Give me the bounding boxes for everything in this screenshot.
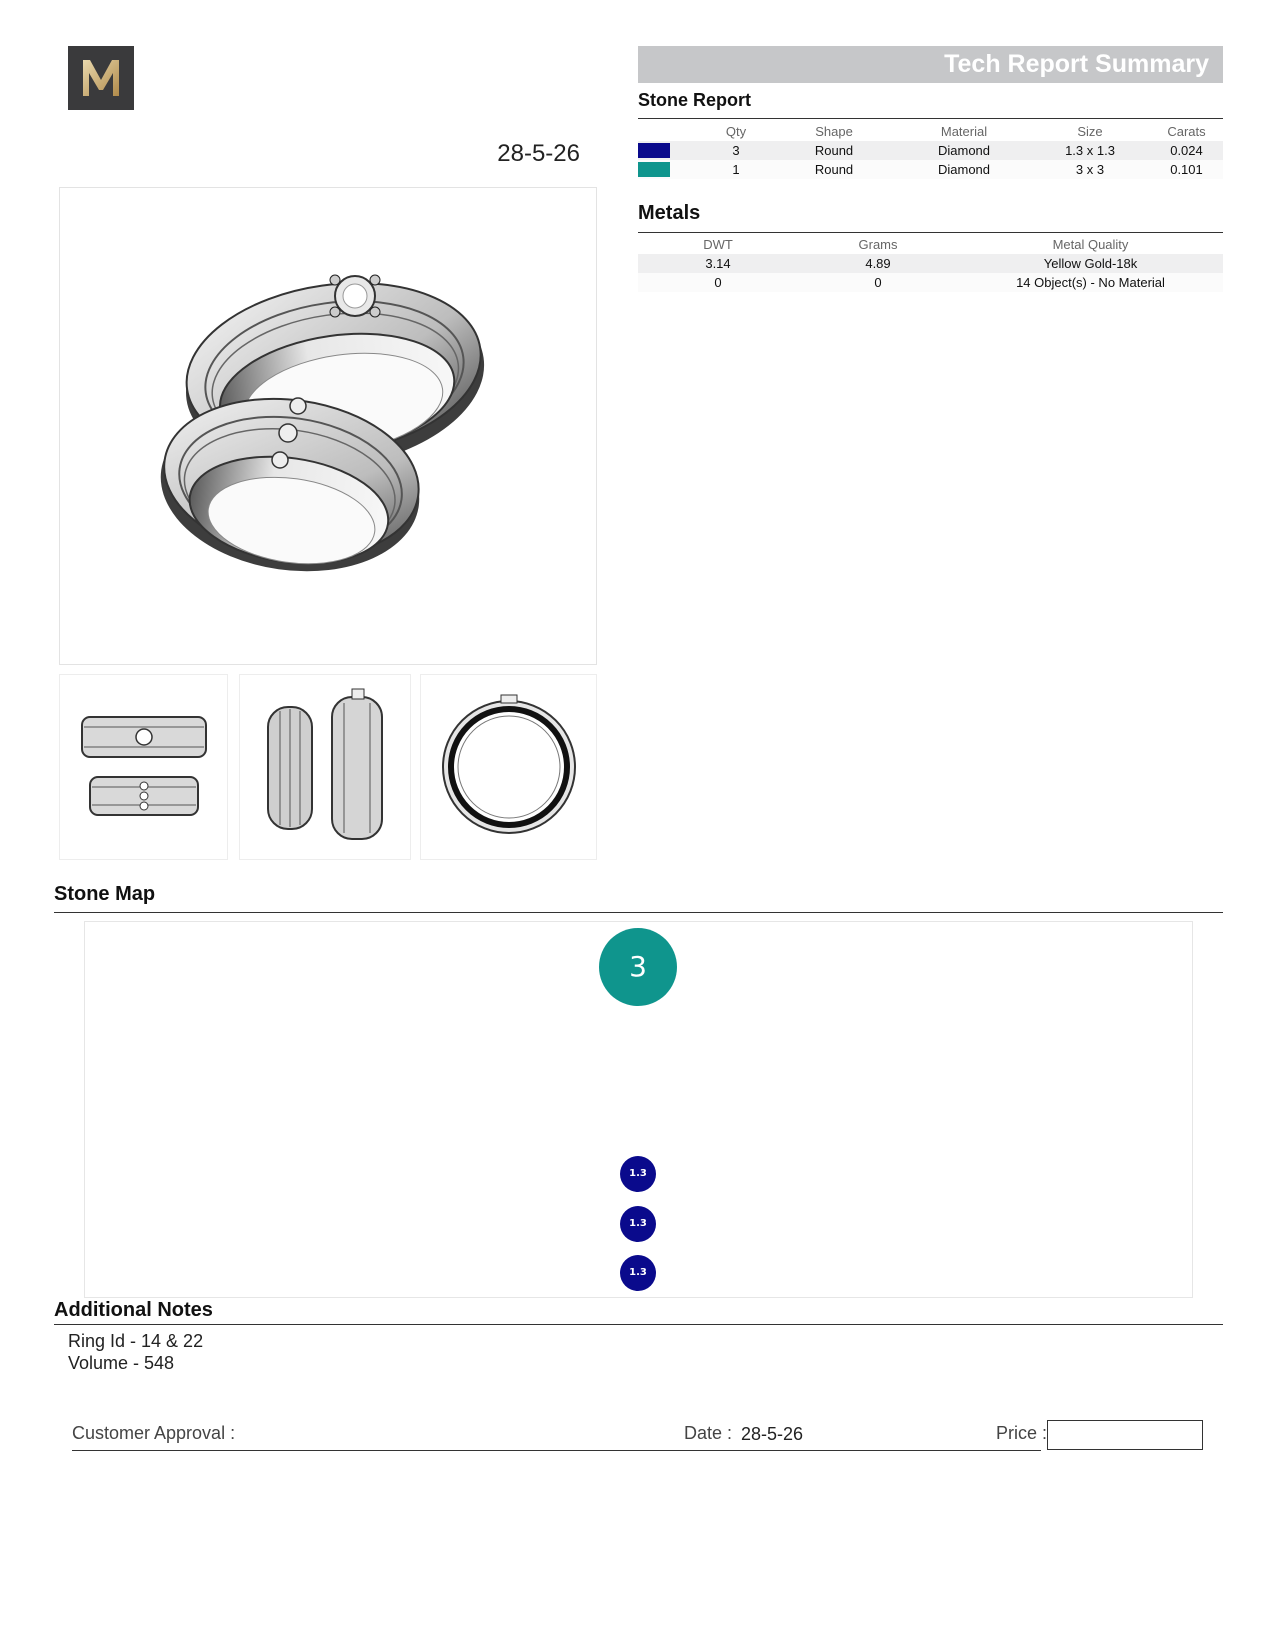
note-line: Ring Id - 14 & 22	[68, 1331, 204, 1351]
metals-table	[638, 234, 1223, 292]
center-stone	[330, 275, 380, 317]
notes-body	[68, 1330, 203, 1374]
report-title: Tech Report Summary	[944, 50, 1209, 78]
stone-shape: Round	[770, 141, 898, 160]
stone-map-title: Stone Map	[54, 883, 156, 905]
report-title-bar	[638, 46, 1223, 83]
metals-title: Metals	[638, 202, 701, 224]
stone-material: Diamond	[898, 141, 1030, 160]
stone-map-rule	[54, 912, 1223, 913]
metal-row	[638, 273, 1223, 292]
stone-carats: 0.101	[1150, 160, 1223, 179]
stone-map-marker-small: 1.3	[620, 1156, 656, 1192]
stone-report-title: Stone Report	[638, 90, 752, 110]
stone-shape: Round	[770, 160, 898, 179]
col-metal-quality: Metal Quality	[1052, 236, 1129, 252]
col-dwt: DWT	[703, 236, 733, 252]
thumbnail-top-view	[59, 674, 228, 860]
stone-color-swatch-blue	[638, 143, 670, 158]
metal-dwt: 0	[638, 273, 798, 292]
document-date: 28-5-26	[497, 140, 580, 167]
m-logo-icon	[68, 46, 134, 110]
metal-quality: 14 Object(s) - No Material	[958, 273, 1223, 292]
stone-map-marker-large: 3	[599, 928, 677, 1006]
stone-size: 1.3 x 1.3	[1030, 141, 1150, 160]
col-carats: Carats	[1167, 123, 1206, 139]
col-qty: Qty	[725, 123, 747, 139]
metal-grams: 4.89	[798, 254, 958, 273]
metal-dwt: 3.14	[638, 254, 798, 273]
customer-approval-label: Customer Approval :	[72, 1423, 236, 1443]
note-line: Volume - 548	[68, 1353, 175, 1373]
col-size: Size	[1077, 123, 1103, 139]
col-material: Material	[940, 123, 988, 139]
price-field[interactable]	[1047, 1420, 1203, 1450]
stone-material: Diamond	[898, 160, 1030, 179]
notes-rule	[54, 1324, 1223, 1325]
stone-map-marker-small: 1.3	[620, 1206, 656, 1242]
stone-qty: 1	[702, 160, 770, 179]
stone-report-table	[638, 121, 1223, 179]
approval-date-value: 28-5-26	[741, 1424, 804, 1444]
price-label: Price :	[996, 1423, 1048, 1443]
stone-size: 3 x 3	[1030, 160, 1150, 179]
stone-qty: 3	[702, 141, 770, 160]
main-ring-render	[59, 187, 597, 665]
approval-date-label: Date :	[684, 1423, 733, 1443]
stone-color-swatch-teal	[638, 162, 670, 177]
approval-signature-line	[72, 1450, 1041, 1451]
col-shape: Shape	[815, 123, 853, 139]
metal-grams: 0	[798, 273, 958, 292]
notes-title: Additional Notes	[54, 1299, 213, 1321]
thumbnail-front-view	[420, 674, 597, 860]
col-grams: Grams	[858, 236, 898, 252]
metal-quality: Yellow Gold-18k	[958, 254, 1223, 273]
stone-carats: 0.024	[1150, 141, 1223, 160]
thumbnail-side-view	[239, 674, 411, 860]
stone-row	[638, 141, 1223, 160]
stone-map-marker-small: 1.3	[620, 1255, 656, 1291]
company-logo	[68, 46, 134, 110]
metals-rule	[638, 232, 1223, 233]
metal-row	[638, 254, 1223, 273]
metals-header-row	[638, 234, 1223, 254]
stone-report-header-row	[638, 121, 1223, 141]
stone-row	[638, 160, 1223, 179]
stone-report-rule	[638, 118, 1223, 119]
